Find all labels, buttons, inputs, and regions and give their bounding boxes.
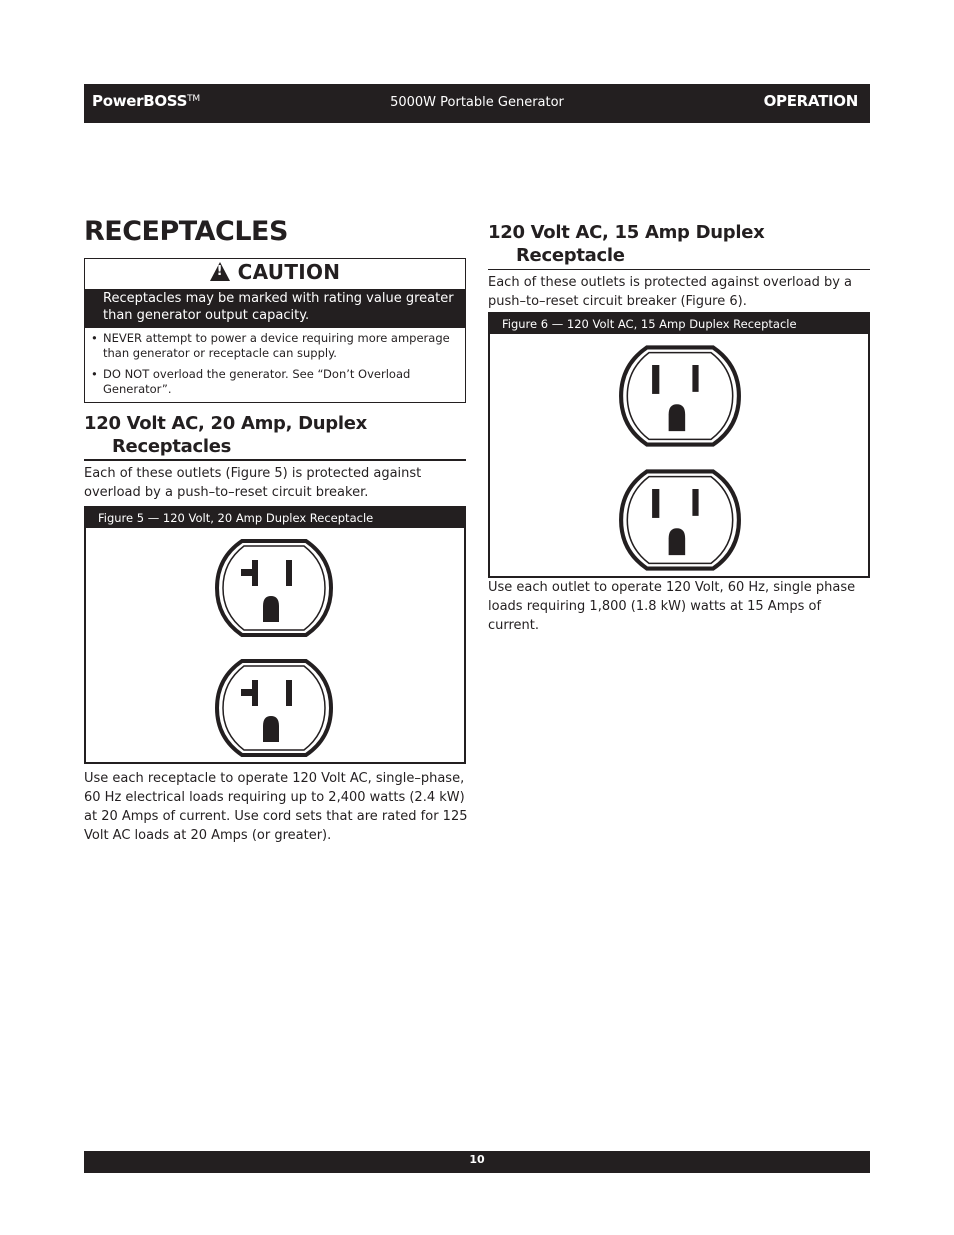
trademark: TM: [187, 94, 200, 104]
page-footer: [84, 1151, 870, 1173]
section-intro-15a: Each of these outlets is protected against overload by a push–to–reset circuit breaker (Figure 6).: [488, 275, 852, 309]
nema-5-15r-outlet-icon: [618, 468, 742, 572]
figure-caption: Figure 6 — 120 Volt AC, 15 Amp Duplex Receptacle: [490, 314, 868, 334]
warning-triangle-icon: [210, 262, 230, 281]
section-heading-15a: [488, 221, 870, 270]
caution-item: • NEVER attempt to power a device requiring more amperage than generator or receptacle can supply.: [91, 331, 459, 361]
heading-line: 120 Volt AC, 20 Amp, Duplex: [84, 413, 367, 434]
heading-line: Receptacles: [112, 436, 232, 457]
nema-5-20r-outlet-icon: [214, 658, 334, 758]
page-number: 10: [469, 1153, 485, 1166]
nema-5-20r-outlet-icon: [214, 538, 334, 638]
section-heading-20a: [84, 412, 466, 461]
caution-title: CAUTION: [237, 260, 341, 284]
brand-text: PowerBOSS: [92, 92, 188, 110]
document-subtitle: 5000W Portable Generator: [390, 95, 564, 110]
section-body-20a: Use each receptacle to operate 120 Volt AC, single–phase, 60 Hz electrical loads requiring up to 2,400 watts (2.4 kW) at 20 Amps of current. Use cord sets that are rated for 125 Volt AC loads at 20 Amps (or greater).: [84, 771, 468, 843]
figure-6: [488, 312, 870, 578]
section-intro-20a: Each of these outlets (Figure 5) is protected against overload by a push–to–reset circuit breaker.: [84, 466, 422, 500]
nema-5-15r-outlet-icon: [618, 344, 742, 448]
caution-item: • DO NOT overload the generator. See “Don’t Overload Generator”.: [91, 367, 459, 397]
caution-message: Receptacles may be marked with rating value greater than generator output capacity.: [85, 289, 465, 328]
page-title: RECEPTACLES: [84, 216, 288, 247]
section-body-15a: Use each outlet to operate 120 Volt, 60 Hz, single phase loads requiring 1,800 (1.8 kW) watts at 15 Amps of current.: [488, 580, 856, 633]
figure-5: [84, 506, 466, 764]
section-label: OPERATION: [763, 92, 858, 110]
page-header: [84, 84, 870, 123]
caution-header: [85, 259, 465, 289]
caution-box: [84, 258, 466, 403]
heading-line: Receptacle: [516, 245, 625, 266]
caution-list: [85, 328, 465, 397]
figure-caption: Figure 5 — 120 Volt, 20 Amp Duplex Receptacle: [86, 508, 464, 528]
heading-line: 120 Volt AC, 15 Amp Duplex: [488, 222, 765, 243]
